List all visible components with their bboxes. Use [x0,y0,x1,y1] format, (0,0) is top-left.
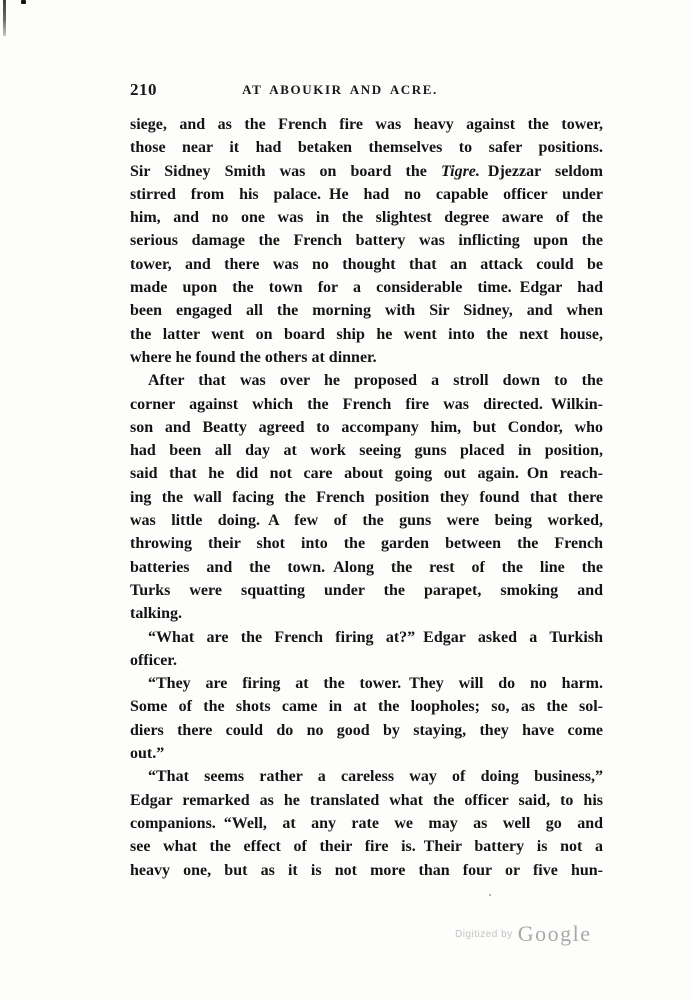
text-line: companions. “Well, at any rate we may as well go and [130,814,603,832]
google-logo: Google [517,921,592,946]
body-text [130,113,603,882]
text-line: siege, and as the French fire was heavy against the tower, [130,116,603,133]
text-line: Turks were squatting under the parapet, smoking and [130,581,603,599]
italic-text: Tigre. [440,162,480,180]
text-line: son and Beatty agreed to accompany him, but Condor, who [130,418,603,436]
text-line: “What are the French firing at?” Edgar asked a Turkish [148,628,603,646]
scan-artifact-line [3,0,6,36]
running-title: AT ABOUKIR AND ACRE. [242,82,438,97]
text-line: After that was over he proposed a stroll down to the [148,372,603,390]
text-line: stirred from his palace. He had no capable officer under [130,185,603,203]
text-line: tower, and there was no thought that an attack could be [130,255,603,273]
text-segment: Sir Sidney Smith was on board the [130,162,441,180]
text-line: “That seems rather a careless way of doing business,” [148,768,603,786]
text-line: corner against which the French fire was directed. Wilkin- [130,395,603,413]
text-line: heavy one, but as it is not more than four or five hun- [130,861,603,879]
text-segment: Djezzar seldom [479,162,604,180]
text-line: the latter went on board ship he went into the next house, [130,325,603,343]
page-number: 210 [130,80,157,99]
text-line: been engaged all the morning with Sir Sidney, and when [130,302,603,320]
text-line: where he found the others at dinner. [130,348,377,366]
text-line: those near it had betaken themselves to safer positions. [130,139,603,157]
text-line: him, and no one was in the slightest degree aware of the [130,209,603,227]
scan-speck [489,894,491,896]
text-line: Edgar remarked as he translated what the officer said, to his [130,791,603,809]
text-line: batteries and the town. Along the rest of the line the [130,558,603,576]
digitized-by-label: Digitized by [455,929,513,940]
text-line: out.” [130,745,165,763]
text-line: had been all day at work seeing guns placed in position, [130,442,603,460]
text-line: serious damage the French battery was inflicting upon the [130,232,603,250]
text-line: see what the effect of their fire is. Their battery is not a [130,838,603,856]
text-line: “They are firing at the tower. They will do no harm. [148,675,603,693]
text-line: officer. [130,651,177,669]
page-header [0,80,691,100]
text-line: was little doing. A few of the guns were being worked, [130,512,603,530]
scan-artifact-mark [21,0,26,4]
text-line: diers there could do no good by staying, they have come [130,721,603,739]
text-line: ing the wall facing the French position they found that there [130,488,603,506]
text-line: Some of the shots came in at the loopholes; so, as the sol- [130,698,603,716]
text-line [130,160,603,183]
text-line: made upon the town for a considerable time. Edgar had [130,279,603,297]
watermark [455,921,591,947]
text-line: throwing their shot into the garden between the French [130,535,603,553]
text-line: said that he did not care about going out again. On reach- [130,465,603,483]
text-line: talking. [130,605,183,623]
